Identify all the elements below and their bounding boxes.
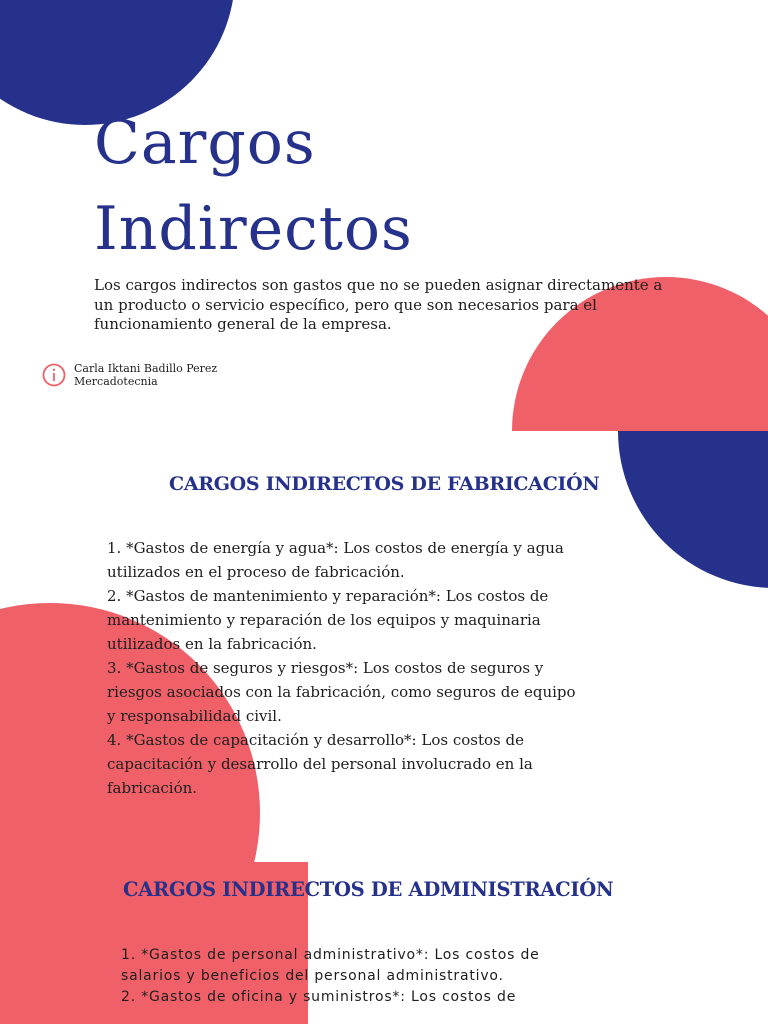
list-item: 2. *Gastos de mantenimiento y reparación*: Los costos de mantenimiento y reparación de los equipos y maquinaria utilizados en la fabricación. bbox=[107, 587, 549, 653]
list-item: 1. *Gastos de personal administrativo*: Los costos de salarios y beneficios del personal administrativo. bbox=[121, 947, 540, 984]
author-block bbox=[42, 362, 217, 388]
section-heading-administracion: CARGOS INDIRECTOS DE ADMINISTRACIÓN bbox=[123, 878, 614, 901]
administracion-list bbox=[121, 945, 551, 1008]
author-text bbox=[74, 362, 217, 388]
list-item: 1. *Gastos de energía y agua*: Los costos de energía y agua utilizados en el proceso de fabricación. bbox=[107, 539, 564, 581]
section-heading-fabricacion: CARGOS INDIRECTOS DE FABRICACIÓN bbox=[169, 473, 600, 495]
list-item: 4. *Gastos de capacitación y desarrollo*: Los costos de capacitación y desarrollo del personal involucrado en la fabricación. bbox=[107, 731, 533, 797]
fabricacion-list bbox=[107, 536, 577, 800]
intro-paragraph: Los cargos indirectos son gastos que no se pueden asignar directamente a un producto o servicio específico, pero que son necesarios para el funcionamiento general de la empresa. bbox=[94, 276, 663, 333]
navy-quarter-circle-decoration bbox=[618, 431, 768, 588]
page-title bbox=[94, 100, 413, 272]
list-item: 3. *Gastos de seguros y riesgos*: Los costos de seguros y riesgos asociados con la fabricación, como seguros de equipo y responsabilidad civil. bbox=[107, 659, 576, 725]
title-line-1: Cargos bbox=[94, 108, 316, 178]
info-icon bbox=[42, 363, 66, 387]
author-subject: Mercadotecnia bbox=[74, 375, 158, 388]
title-line-2: Indirectos bbox=[94, 194, 413, 264]
author-name: Carla Iktani Badillo Perez bbox=[74, 362, 218, 375]
list-item: 2. *Gastos de oficina y suministros*: Los costos de bbox=[121, 989, 517, 1005]
